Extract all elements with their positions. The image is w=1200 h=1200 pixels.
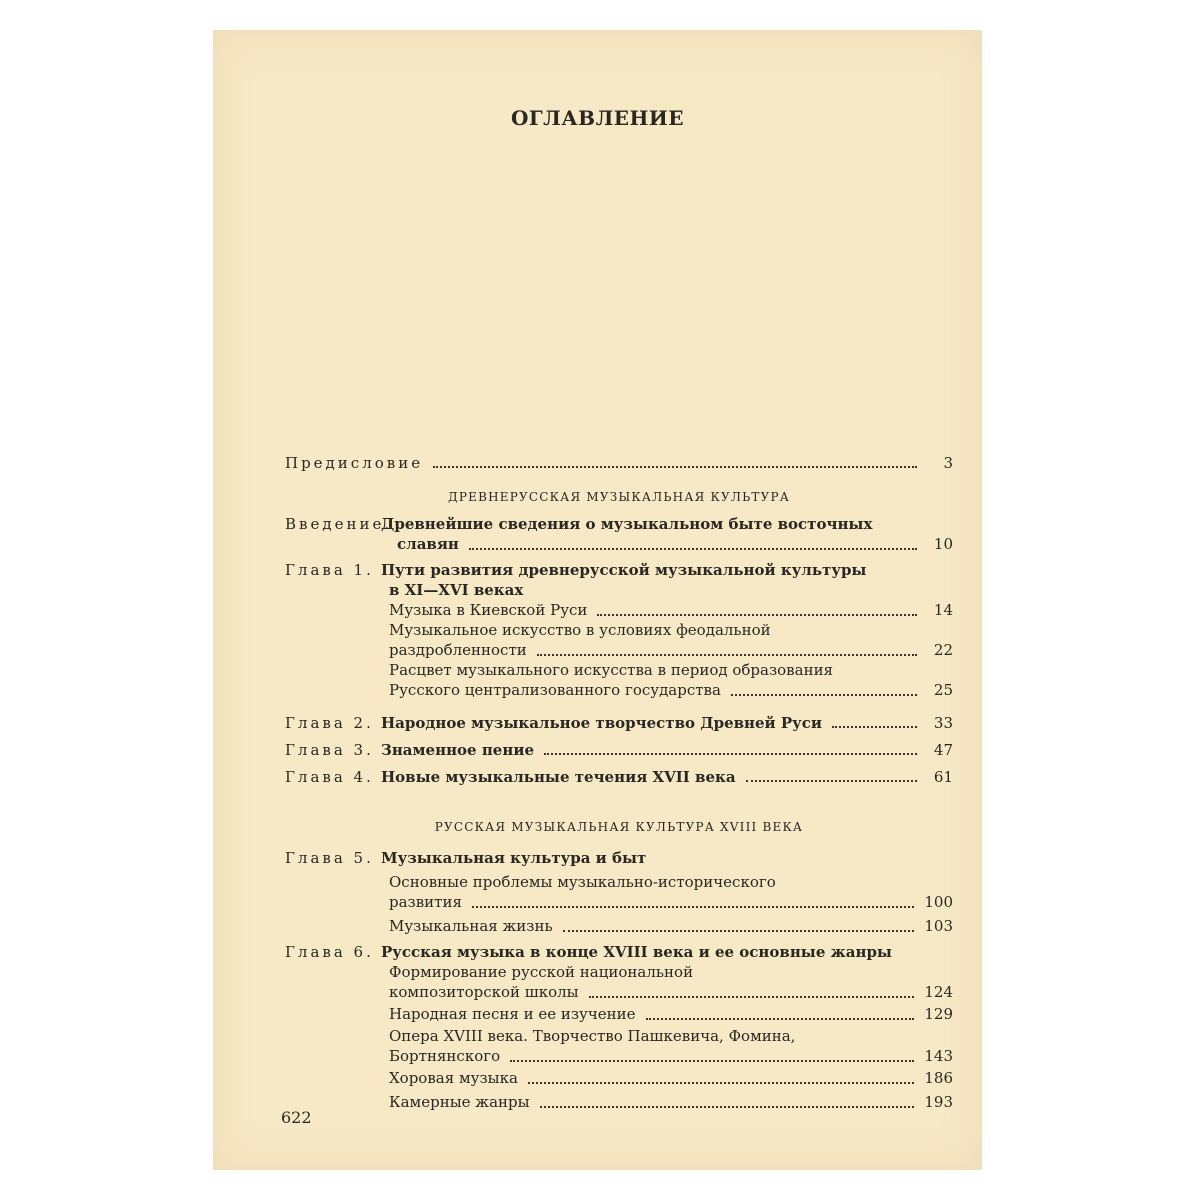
- dot-leader: [510, 1060, 914, 1062]
- toc-subentry[interactable]: [285, 600, 953, 620]
- page-ref: 61: [933, 768, 953, 786]
- toc-subentry[interactable]: [285, 1026, 953, 1066]
- page-ref: 22: [933, 641, 953, 659]
- dot-leader: [597, 614, 917, 616]
- page-ref: 33: [933, 714, 953, 732]
- toc-subentry[interactable]: [285, 1092, 953, 1112]
- page-ref: 143: [924, 1047, 953, 1065]
- toc-entry-label: Глава 2.: [285, 714, 374, 732]
- toc-subentry[interactable]: [285, 620, 953, 660]
- page-number: 622: [281, 1108, 312, 1127]
- toc-entry-label: Введение.: [285, 515, 393, 533]
- page-ref: 3: [943, 454, 953, 472]
- toc-chapter-6[interactable]: [285, 942, 953, 1112]
- toc-entry-label: Глава 4.: [285, 768, 374, 786]
- page-ref: 10: [933, 535, 953, 553]
- toc-entry-preface[interactable]: [285, 444, 953, 472]
- toc-subentry-title: Камерные жанры: [389, 1093, 530, 1111]
- page-ref: 186: [924, 1069, 953, 1087]
- toc-entry-title: Народное музыкальное творчество Древней Руси: [381, 714, 823, 732]
- toc-chapter-1[interactable]: [285, 560, 953, 700]
- dot-leader: [540, 1106, 915, 1108]
- toc-chapter-2[interactable]: [285, 706, 953, 732]
- dot-leader: [537, 654, 917, 656]
- dot-leader: [528, 1082, 914, 1084]
- page-ref: 129: [924, 1005, 953, 1023]
- toc-subentry-title: Формирование русской национальной: [389, 963, 694, 981]
- dot-leader: [563, 930, 915, 932]
- dot-leader: [544, 753, 917, 755]
- dot-leader: [646, 1018, 915, 1020]
- toc-subentry-title: Музыкальное искусство в условиях феодальной: [389, 621, 771, 639]
- toc-entry-label: Глава 6.: [285, 943, 374, 961]
- toc-subentry-title: развития: [389, 893, 462, 911]
- toc-entry-title: в XI—XVI веках: [389, 581, 524, 599]
- toc-subentry-title: Народная песня и ее изучение: [389, 1005, 636, 1023]
- toc-subentry-title: композиторской школы: [389, 983, 579, 1001]
- toc-entry-title: Новые музыкальные течения XVII века: [381, 768, 736, 786]
- toc-entry-label: Глава 5.: [285, 849, 374, 867]
- toc-subentry-title: Опера XVIII века. Творчество Пашкевича, Фомина,: [389, 1027, 796, 1045]
- toc-subentry[interactable]: [285, 872, 953, 912]
- toc-subentry[interactable]: [285, 962, 953, 1002]
- toc-subentry[interactable]: [285, 1068, 953, 1088]
- toc-subentry-title: Русского централизованного государства: [389, 681, 721, 699]
- toc-entry-title: славян: [397, 535, 459, 553]
- toc-subentry[interactable]: [285, 660, 953, 700]
- page-title: ОГЛАВЛЕНИЕ: [510, 106, 685, 130]
- toc-subentry-title: Бортнянского: [389, 1047, 501, 1065]
- toc-entry-label: Глава 3.: [285, 741, 374, 759]
- toc-entry-intro[interactable]: [285, 514, 953, 554]
- dot-leader: [731, 694, 917, 696]
- dot-leader: [589, 996, 915, 998]
- dot-leader: [832, 726, 917, 728]
- page-ref: 14: [933, 601, 953, 619]
- section-heading: ДРЕВНЕРУССКАЯ МУЗЫКАЛЬНАЯ КУЛЬТУРА: [447, 490, 791, 504]
- dot-leader: [746, 780, 917, 782]
- toc-chapter-3[interactable]: [285, 732, 953, 759]
- toc-chapter-5[interactable]: [285, 848, 953, 936]
- page-ref: 25: [933, 681, 953, 699]
- table-of-contents: [285, 444, 953, 1112]
- book-page: [213, 30, 982, 1170]
- toc-subentry-title: Музыка в Киевской Руси: [389, 601, 588, 619]
- page-ref: 47: [933, 741, 953, 759]
- dot-leader: [472, 906, 914, 908]
- toc-entry-title: Русская музыка в конце XVIII века и ее основные жанры: [381, 943, 892, 961]
- page-ref: 103: [924, 917, 953, 935]
- toc-entry-label: Предисловие: [285, 454, 424, 472]
- toc-entry-title: Музыкальная культура и быт: [381, 849, 647, 867]
- toc-subentry-title: Музыкальная жизнь: [389, 917, 553, 935]
- toc-entry-title: Древнейшие сведения о музыкальном быте восточных: [381, 515, 873, 533]
- toc-entry-title: Пути развития древнерусской музыкальной культуры: [381, 561, 867, 579]
- toc-subentry[interactable]: [285, 1004, 953, 1024]
- page-ref: 193: [924, 1093, 953, 1111]
- toc-subentry[interactable]: [285, 916, 953, 936]
- page-ref: 100: [924, 893, 953, 911]
- toc-subentry-title: Основные проблемы музыкально-исторического: [389, 873, 776, 891]
- toc-chapter-4[interactable]: [285, 759, 953, 786]
- toc-subentry-title: Хоровая музыка: [389, 1069, 518, 1087]
- toc-subentry-title: Расцвет музыкального искусства в период образования: [389, 661, 834, 679]
- toc-entry-title: Знаменное пение: [381, 741, 534, 759]
- dot-leader: [433, 466, 917, 468]
- page-ref: 124: [924, 983, 953, 1001]
- section-heading: РУССКАЯ МУЗЫКАЛЬНАЯ КУЛЬТУРА XVIII ВЕКА: [434, 820, 804, 834]
- toc-entry-label: Глава 1.: [285, 561, 374, 579]
- toc-subentry-title: раздробленности: [389, 641, 527, 659]
- dot-leader: [469, 548, 917, 550]
